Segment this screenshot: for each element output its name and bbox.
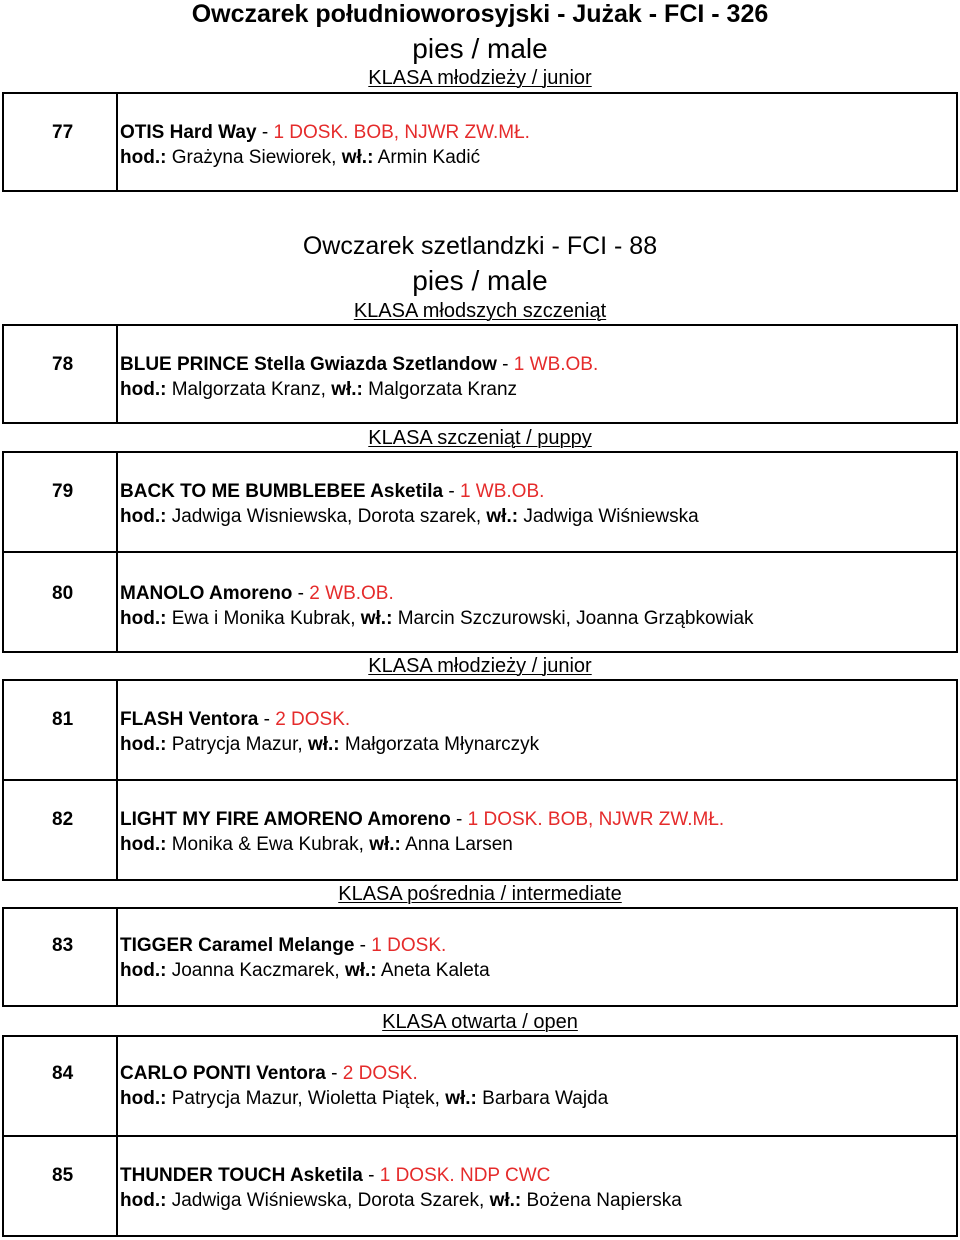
owner-name: Anna Larsen [405, 834, 513, 855]
result: 1 DOSK. NDP CWC [379, 1165, 551, 1186]
owner-label: wł.: [445, 1088, 477, 1109]
entry-row [2, 907, 958, 1007]
class-heading: KLASA młodzieży / junior [368, 655, 592, 677]
breeder-name: Patrycja Mazur, Wioletta Piątek [171, 1088, 435, 1109]
entry-people-line [120, 1191, 682, 1210]
comma: , [358, 834, 364, 855]
entry-people-line [120, 735, 539, 754]
entry-people-line [120, 835, 513, 854]
owner-label: wł.: [489, 1190, 522, 1211]
breeder-name: Grażyna Siewiorek [171, 147, 332, 168]
separator: - [258, 709, 276, 730]
owner-name: Bożena Napierska [526, 1190, 682, 1211]
class-heading: KLASA młodszych szczeniąt [353, 300, 607, 322]
dog-name: FLASH Ventora [120, 709, 259, 730]
sex-heading: pies / male [412, 33, 548, 64]
breeder-name: Monika & Ewa Kubrak [171, 834, 359, 855]
dog-name: CARLO PONTI Ventora [120, 1063, 326, 1084]
breeder-label: hod.: [120, 1190, 167, 1211]
entry-title-line [120, 355, 598, 374]
owner-name: Małgorzata Młynarczyk [344, 734, 540, 755]
entry-people-line [120, 380, 517, 399]
row-divider [4, 1135, 956, 1137]
owner-label: wł.: [331, 379, 363, 400]
owner-label: wł.: [344, 960, 377, 981]
entry-title-line [120, 810, 724, 829]
separator: - [496, 354, 514, 375]
result: 1 WB.OB. [513, 354, 599, 375]
column-divider [116, 326, 118, 422]
entry-number: 82 [52, 809, 74, 830]
entry-number: 81 [52, 709, 74, 730]
row-divider [4, 779, 956, 781]
comma: , [350, 608, 356, 629]
breed-title: Owczarek szetlandzki - FCI - 88 [302, 232, 658, 260]
class-heading: KLASA otwarta / open [382, 1011, 578, 1033]
entry-people-line [120, 1089, 608, 1108]
separator: - [292, 583, 310, 604]
breeder-name: Jadwiga Wisniewska, Dorota szarek [171, 506, 476, 527]
owner-name: Armin Kadić [377, 147, 481, 168]
comma: , [334, 960, 340, 981]
owner-name: Barbara Wajda [482, 1088, 609, 1109]
breeder-label: hod.: [120, 960, 167, 981]
breeder-label: hod.: [120, 506, 167, 527]
breeder-label: hod.: [120, 1088, 167, 1109]
dog-name: TIGGER Caramel Melange [120, 935, 355, 956]
owner-label: wł.: [360, 608, 393, 629]
entry-number: 83 [52, 935, 74, 956]
owner-label: wł.: [341, 147, 374, 168]
result: 1 DOSK. BOB, NJWR ZW.MŁ. [273, 122, 530, 143]
owner-name: Malgorzata Kranz [368, 379, 518, 400]
entry-number: 80 [52, 583, 74, 604]
dog-name: OTIS Hard Way [120, 122, 257, 143]
dog-name: THUNDER TOUCH Asketila [120, 1165, 363, 1186]
class-heading: KLASA pośrednia / intermediate [338, 883, 622, 905]
sex-heading: pies / male [412, 265, 548, 296]
result: 1 DOSK. BOB, NJWR ZW.MŁ. [467, 809, 725, 830]
entry-number: 79 [52, 481, 74, 502]
row-divider [4, 551, 956, 553]
breeder-name: Joanna Kaczmarek [171, 960, 335, 981]
breeder-label: hod.: [120, 608, 167, 629]
owner-label: wł.: [486, 506, 519, 527]
entry-title-line [120, 1064, 418, 1083]
result: 2 DOSK. [275, 709, 351, 730]
breed-title: Owczarek południoworosyjski - Jużak - FCI - 326 [191, 0, 769, 28]
breeder-label: hod.: [120, 734, 167, 755]
entry-people-line [120, 507, 699, 526]
result: 2 DOSK. [342, 1063, 418, 1084]
comma: , [475, 506, 482, 527]
entry-title-line [120, 482, 544, 501]
breeder-name: Malgorzata Kranz [171, 379, 321, 400]
entry-people-line [120, 148, 480, 167]
entry-number: 85 [52, 1165, 74, 1186]
entry-number: 77 [52, 122, 74, 143]
comma: , [479, 1190, 485, 1211]
owner-label: wł.: [307, 734, 340, 755]
breeder-label: hod.: [120, 834, 167, 855]
comma: , [297, 734, 303, 755]
result: 1 WB.OB. [459, 481, 545, 502]
class-table [2, 679, 958, 881]
breeder-label: hod.: [120, 147, 167, 168]
entry-number: 78 [52, 354, 74, 375]
class-table [2, 451, 958, 653]
dog-name: MANOLO Amoreno [120, 583, 293, 604]
class-heading: KLASA szczeniąt / puppy [368, 427, 592, 449]
comma: , [434, 1088, 440, 1109]
result: 1 DOSK. [371, 935, 447, 956]
separator: - [256, 122, 274, 143]
owner-name: Aneta Kaleta [380, 960, 490, 981]
separator: - [362, 1165, 380, 1186]
entry-row [2, 324, 958, 424]
comma: , [320, 379, 326, 400]
entry-people-line [120, 961, 490, 980]
owner-label: wł.: [369, 834, 401, 855]
breeder-name: Jadwiga Wiśniewska, Dorota Szarek [171, 1190, 480, 1211]
dog-name: BACK TO ME BUMBLEBEE Asketila [120, 481, 444, 502]
separator: - [325, 1063, 343, 1084]
owner-name: Jadwiga Wiśniewska [523, 506, 699, 527]
dog-name: LIGHT MY FIRE AMORENO Amoreno [120, 809, 451, 830]
breeder-name: Ewa i Monika Kubrak [171, 608, 351, 629]
dog-name: BLUE PRINCE Stella Gwiazda Szetlandow [120, 354, 497, 375]
entry-title-line [120, 936, 446, 955]
entry-number: 84 [52, 1063, 74, 1084]
entry-title-line [120, 584, 394, 603]
entry-title-line [120, 710, 350, 729]
entry-title-line [120, 1166, 550, 1185]
separator: - [443, 481, 460, 502]
result: 2 WB.OB. [309, 583, 394, 604]
entry-title-line [120, 123, 530, 142]
column-divider [116, 94, 118, 190]
breeder-label: hod.: [120, 379, 167, 400]
class-heading: KLASA młodzieży / junior [368, 67, 592, 89]
column-divider [116, 909, 118, 1005]
class-table [2, 1035, 958, 1237]
separator: - [354, 935, 372, 956]
entry-people-line [120, 609, 754, 628]
entry-row [2, 92, 958, 192]
comma: , [331, 147, 337, 168]
owner-name: Marcin Szczurowski, Joanna Grząbkowiak [397, 608, 754, 629]
breeder-name: Patrycja Mazur [171, 734, 298, 755]
separator: - [450, 809, 468, 830]
